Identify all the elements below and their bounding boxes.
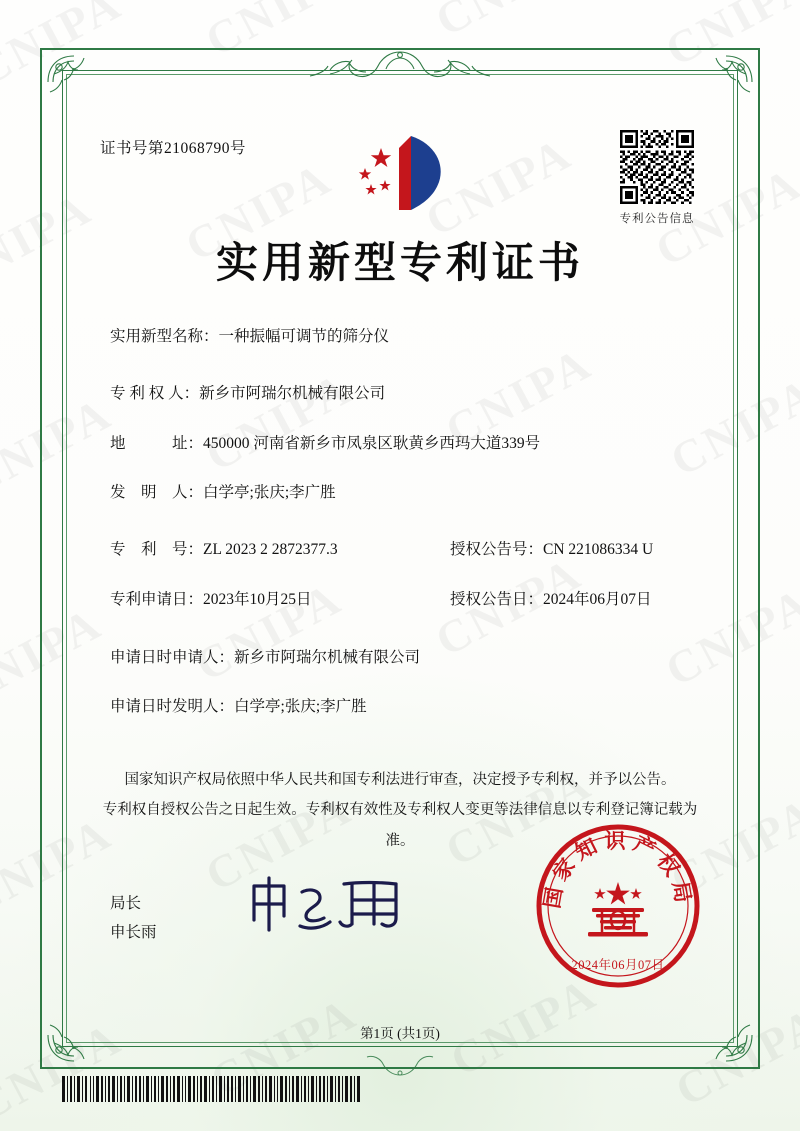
qr-code-icon[interactable] <box>620 130 694 204</box>
field-label: 地 址： <box>110 434 204 452</box>
field-value: 新乡市阿瑞尔机械有限公司 <box>199 385 386 403</box>
field-value: 新乡市阿瑞尔机械有限公司 <box>234 649 421 666</box>
page-title: 实用新型专利证书 <box>215 241 584 287</box>
field-right <box>450 538 653 561</box>
seal-date: 2024年06月07日 <box>571 958 665 972</box>
field-value: CN 221086334 U <box>543 541 654 558</box>
field-label: 实用新型名称： <box>110 328 219 345</box>
field-value: 白学亭;张庆;李广胜 <box>234 698 367 716</box>
field-value: 白学亭;张庆;李广胜 <box>203 483 336 501</box>
barcode-icon <box>62 1076 362 1102</box>
certificate-number: 证书号第21068790号 <box>100 140 247 157</box>
page-number: 第1页 (共1页) <box>360 1026 440 1041</box>
field-label: 专利申请日： <box>110 591 204 608</box>
legal-line-1: 国家知识产权局依照中华人民共和国专利法进行审查，决定授予专利权，并予以公告。 <box>124 772 676 788</box>
field-label: 授权公告号： <box>450 541 544 558</box>
field-row-patentee <box>110 382 704 405</box>
signature-block <box>110 890 157 947</box>
field-row-patent-no <box>110 538 704 562</box>
field-label: 发 明 人： <box>110 483 204 501</box>
field-label: 授权公告日： <box>450 591 544 608</box>
signature-role: 局长 <box>110 895 142 912</box>
field-value: ZL 2023 2 2872377.3 <box>203 541 338 558</box>
handwritten-signature-icon <box>240 868 440 938</box>
field-value: 一种振幅可调节的筛分仪 <box>218 328 390 345</box>
field-row-inventor <box>110 481 704 504</box>
legal-line-2: 专利权自授权公告之日起生效。专利权有效性及专利权人变更等法律信息以专利登记簿记载为准。 <box>102 802 698 849</box>
field-label: 申请日时申请人： <box>110 649 235 666</box>
field-row-inventor-at-filing <box>110 695 704 718</box>
field-right <box>450 588 652 611</box>
field-label: 专 利 号： <box>110 541 204 558</box>
field-left <box>110 538 338 561</box>
field-row-applicant-at-filing <box>110 646 704 669</box>
field-value: 2024年06月07日 <box>543 591 652 608</box>
cnipa-logo-icon <box>335 130 465 216</box>
svg-text:国家知识产权局: 国家知识产权局 <box>539 829 697 911</box>
field-label: 专 利 权 人： <box>110 385 200 403</box>
qr-code-block <box>612 130 702 226</box>
field-row-address <box>110 432 704 455</box>
field-list <box>110 325 704 741</box>
field-value: 450000 河南省新乡市凤泉区耿黄乡西玛大道339号 <box>203 434 541 452</box>
signature-name: 申长雨 <box>110 923 157 941</box>
field-label: 申请日时发明人： <box>110 698 235 716</box>
qr-code-label: 专利公告信息 <box>619 213 695 225</box>
field-value: 2023年10月25日 <box>203 591 312 608</box>
field-row-dates <box>110 588 704 612</box>
field-row-name <box>110 325 704 348</box>
field-left <box>110 588 312 611</box>
